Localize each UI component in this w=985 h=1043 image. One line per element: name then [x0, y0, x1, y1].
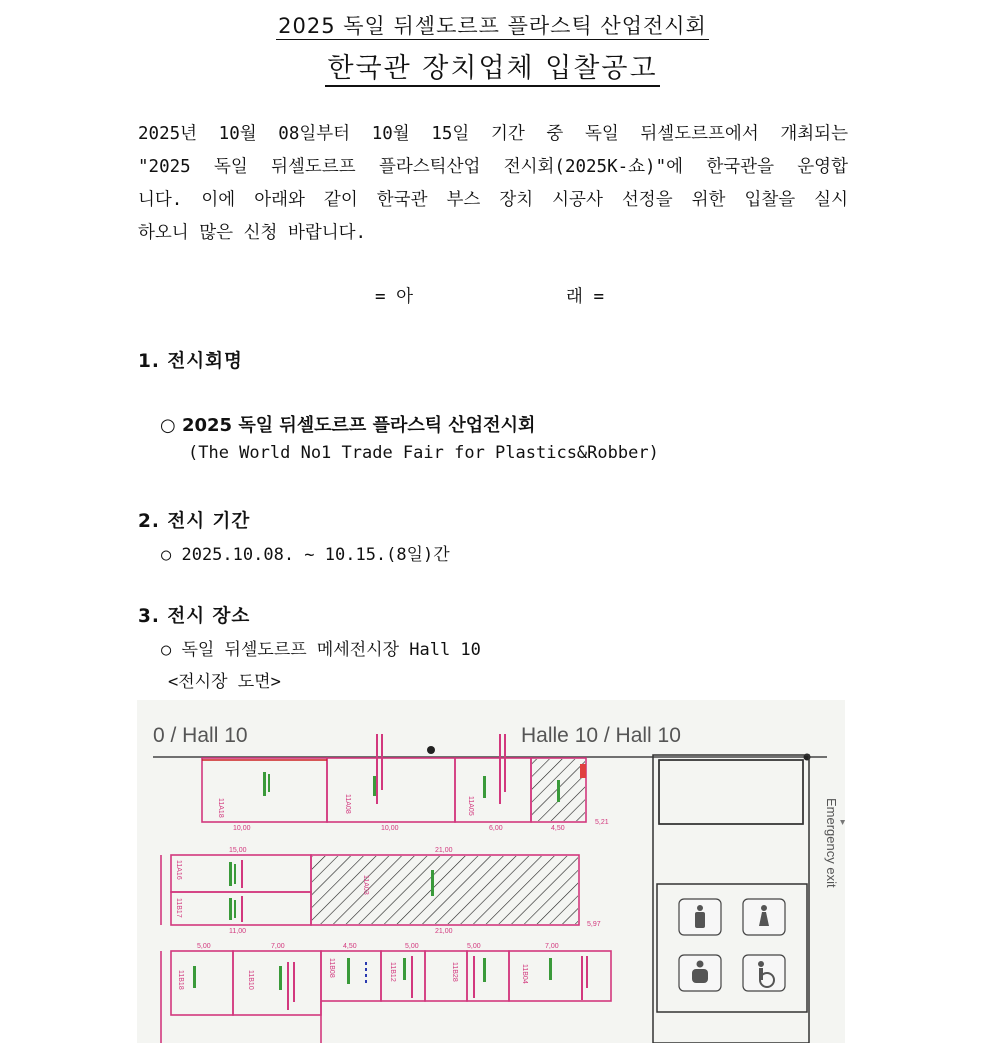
- dimension-label: 10,00: [233, 825, 251, 832]
- hall-label-left: 0 / Hall 10: [153, 724, 248, 747]
- dimension-label: 21,00: [435, 928, 453, 935]
- dimension-label: 5,00: [405, 943, 419, 950]
- booth-id: 11A18: [217, 798, 224, 818]
- hall-label-right: Halle 10 / Hall 10: [521, 724, 681, 747]
- service-area: [653, 755, 809, 1043]
- intro-paragraph: [138, 121, 848, 253]
- floor-plan: [137, 700, 848, 1043]
- booth-row-3: [161, 951, 611, 1043]
- dimension-label: 11,00: [229, 928, 246, 935]
- emergency-exit-label: Emergency exit: [824, 798, 839, 888]
- dimension-label: 21,00: [435, 847, 453, 854]
- dimension-label: 5,00: [467, 943, 481, 950]
- section-2-heading: 2. 전시 기간: [138, 511, 251, 532]
- restroom-figures: [692, 905, 774, 987]
- dimension-label: 5,00: [197, 943, 211, 950]
- section-1-item: ○ 2025 독일 뒤셀도르프 플라스틱 산업전시회: [160, 415, 536, 436]
- wall-marker: [427, 746, 435, 754]
- intro-line: 2025년 10월 08일부터 10월 15일 기간 중 독일 뒤셀도르프에서 개최되는: [138, 124, 848, 144]
- booth-id: 11B12: [389, 962, 396, 982]
- booth-id: 11B04: [521, 964, 528, 984]
- dimension-label: 7,00: [271, 943, 285, 950]
- intro-line: "2025 독일 뒤셀도르프 플라스틱산업 전시회(2025K-쇼)"에 한국관을 운영합: [138, 157, 848, 177]
- hatched-booth: [312, 856, 578, 924]
- booth-marker: [580, 764, 586, 778]
- are-left: = 아: [375, 287, 413, 307]
- floor-plan-drawing: [137, 700, 848, 1043]
- booth-id: 11B17: [175, 898, 182, 918]
- dimension-label: 4,50: [551, 825, 565, 832]
- booth-green-text: [193, 958, 552, 990]
- dimension-label: 6,00: [489, 825, 503, 832]
- booth-green-text: [263, 772, 560, 802]
- booth-id: 11B18: [177, 970, 184, 990]
- dimension-label: 5,97: [587, 921, 601, 928]
- title-line-1: 2025 독일 뒤셀도르프 플라스틱 산업전시회: [278, 14, 707, 38]
- section-1-heading: 1. 전시회명: [138, 351, 243, 372]
- dimension-label: 4,50: [343, 943, 357, 950]
- section-3-heading: 3. 전시 장소: [138, 606, 251, 627]
- section-3-sub: <전시장 도면>: [168, 672, 281, 692]
- booth-id: 11B28: [451, 962, 458, 982]
- section-3-item: ○ 독일 뒤셀도르프 메세전시장 Hall 10: [161, 640, 481, 660]
- dimension-label: 10,00: [381, 825, 399, 832]
- booth-row-1: [202, 758, 586, 822]
- booth-company-text: [376, 734, 506, 804]
- booth-blue-marks: [365, 962, 367, 983]
- section-1-sub: (The World No1 Trade Fair for Plastics&Robber): [188, 443, 659, 463]
- title-line-2: 한국관 장치업체 입찰공고: [0, 46, 985, 85]
- booth-company-text: [241, 860, 243, 922]
- booth-id: 11B08: [328, 958, 335, 978]
- booth-id: 11A16: [175, 860, 182, 880]
- section-2-item: ○ 2025.10.08. ~ 10.15.(8일)간: [161, 545, 450, 565]
- intro-line: 니다. 이에 아래와 같이 한국관 부스 장치 시공사 선정을 위한 입찰을 실시: [138, 190, 848, 210]
- booth-id: 11A08: [344, 794, 351, 814]
- dimension-label: 5,21: [595, 819, 609, 826]
- booth-id: 11A03: [362, 875, 369, 895]
- are-right: 래 =: [566, 287, 604, 307]
- booth-id: 11A05: [467, 796, 474, 816]
- dimension-label: 15,00: [229, 847, 247, 854]
- dimension-label: 7,00: [545, 943, 559, 950]
- emergency-exit-arrow: ▸: [837, 820, 848, 826]
- booth-id: 11B10: [247, 970, 254, 990]
- intro-line: 하오니 많은 신청 바랍니다.: [138, 223, 367, 243]
